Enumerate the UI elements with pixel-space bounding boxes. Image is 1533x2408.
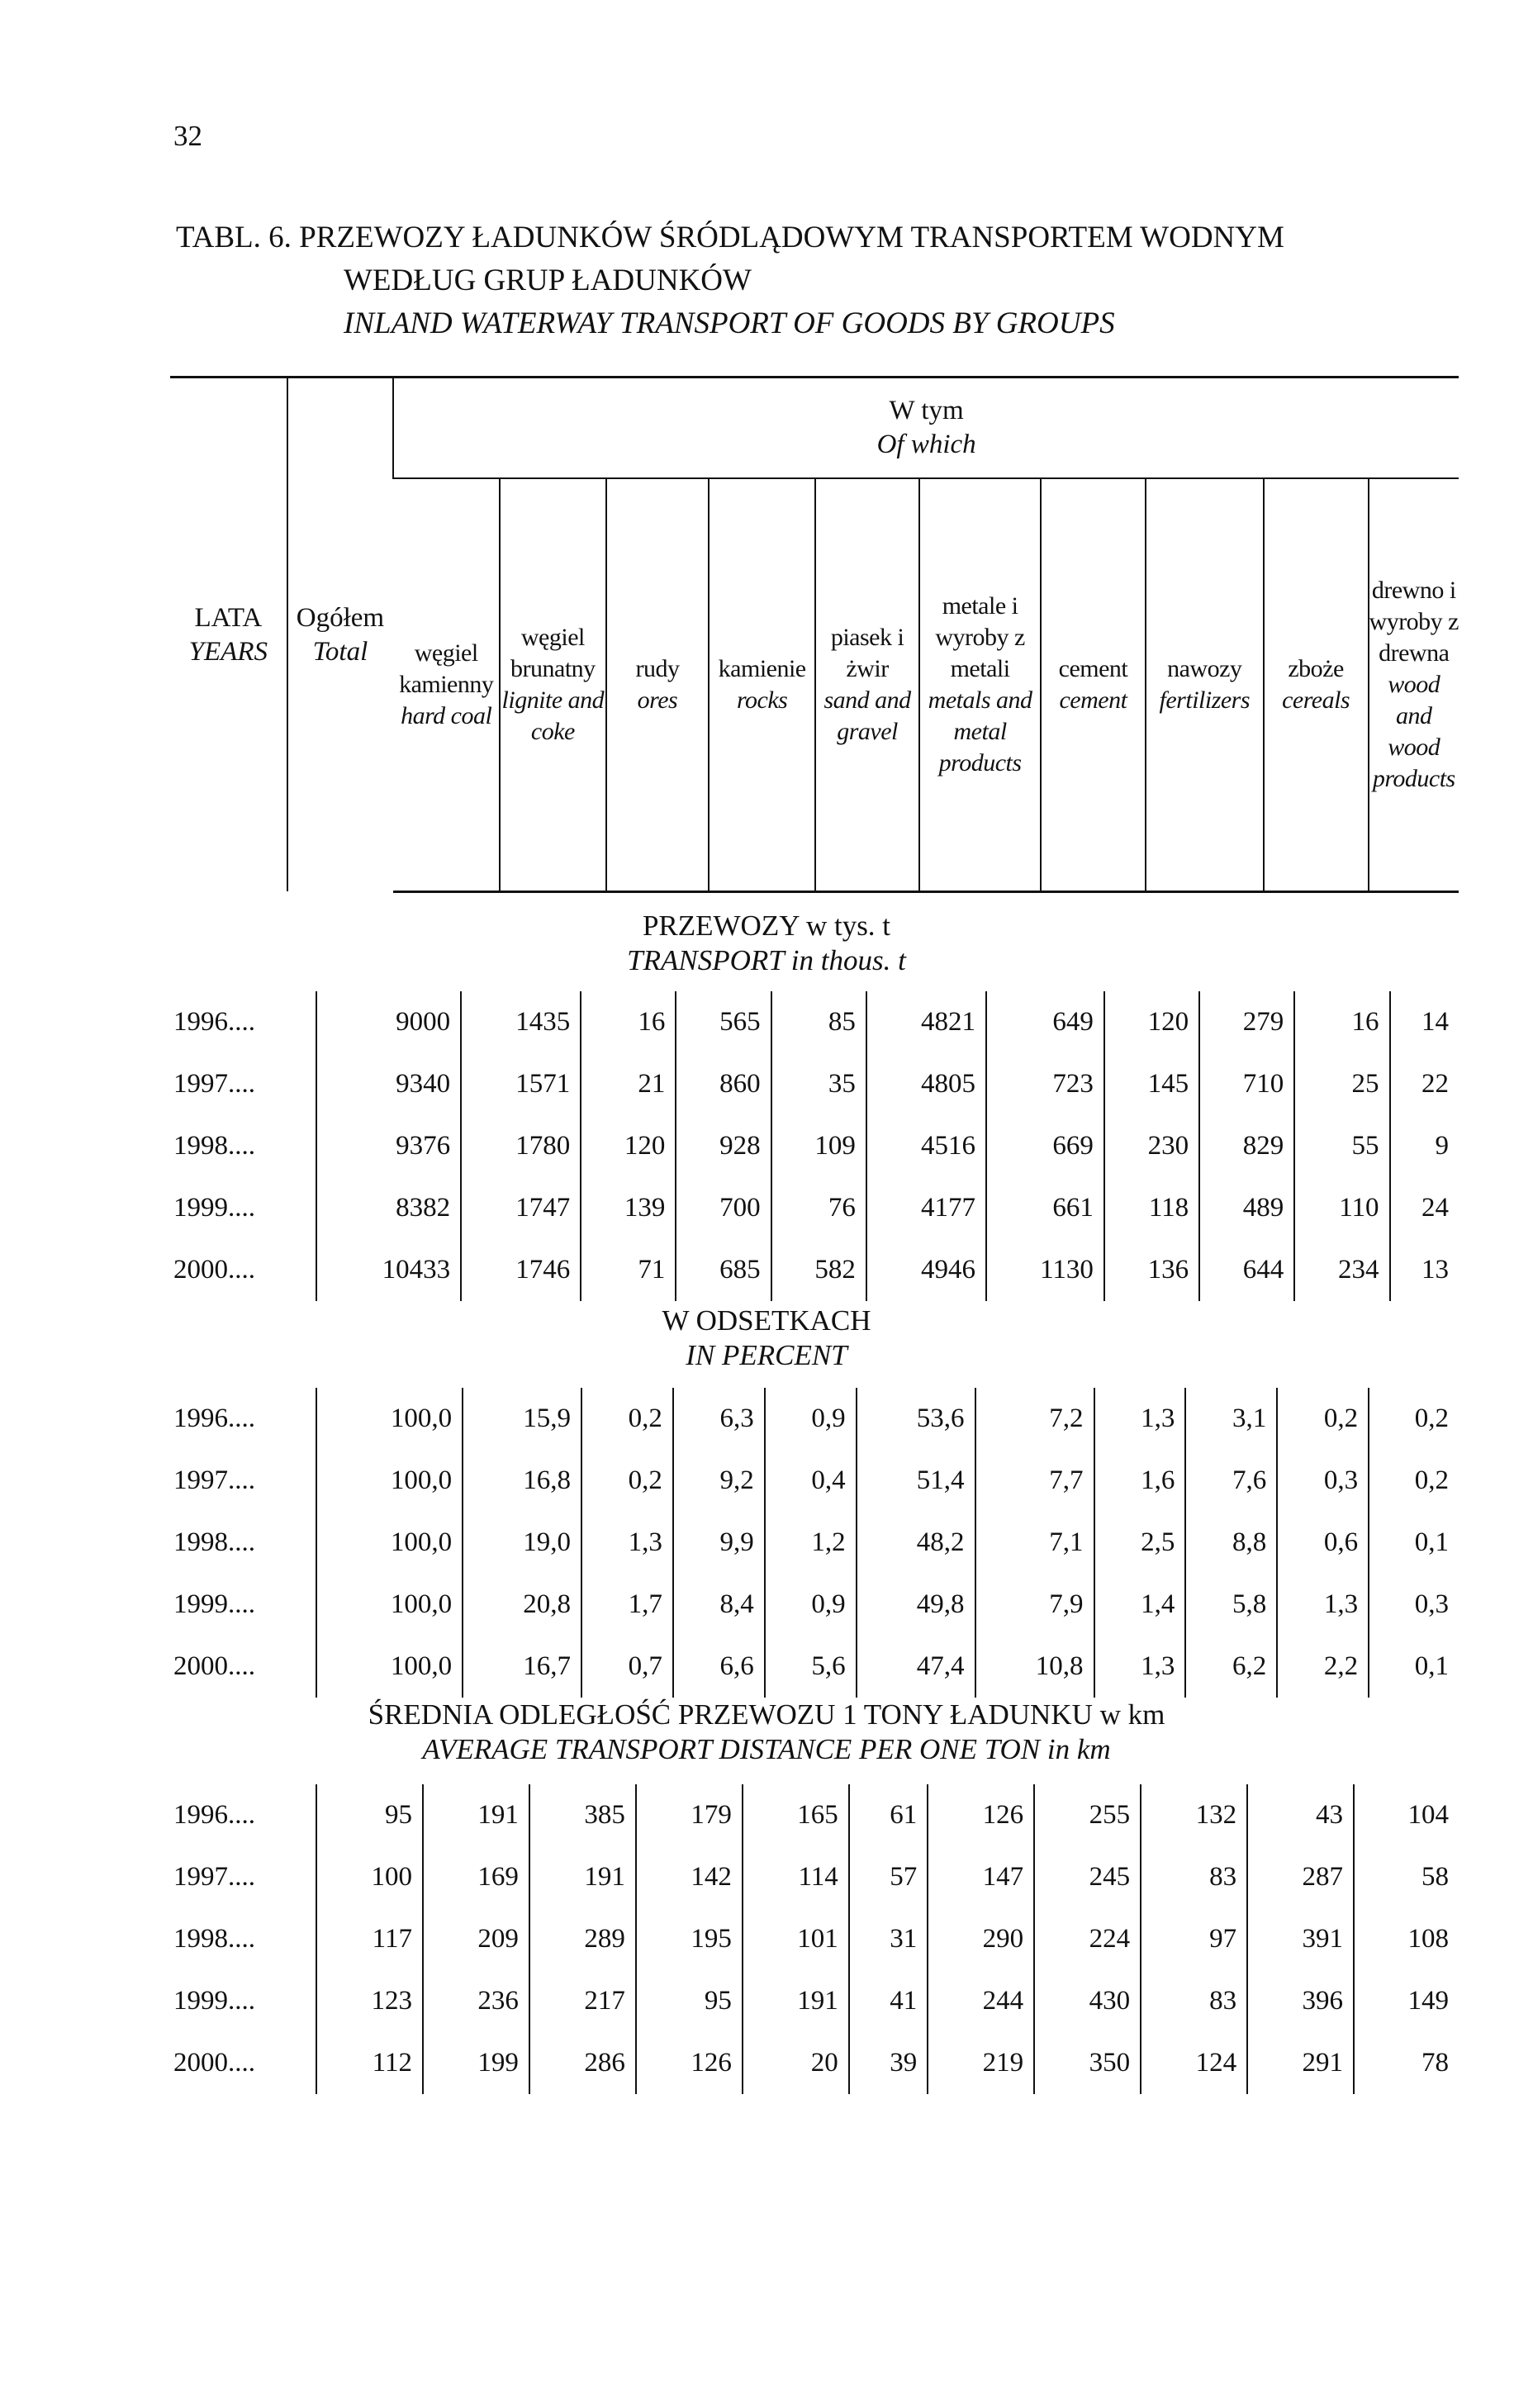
value-cell: 4946 <box>866 1239 986 1301</box>
value-cell: 217 <box>529 1970 636 2032</box>
value-cell: 57 <box>849 1846 928 1908</box>
value-cell: 95 <box>316 1784 423 1846</box>
value-cell: 100,0 <box>316 1388 463 1450</box>
header-col-wood: drewno i wyroby z drewna wood and wood products <box>1369 478 1459 891</box>
value-cell: 191 <box>743 1970 849 2032</box>
value-cell: 7,1 <box>975 1512 1094 1574</box>
table-row <box>170 1177 1459 1239</box>
table-row <box>170 1636 1459 1698</box>
value-cell: 7,2 <box>975 1388 1094 1450</box>
value-cell: 118 <box>1104 1177 1199 1239</box>
value-cell: 21 <box>581 1053 676 1115</box>
value-cell: 39 <box>849 2032 928 2094</box>
value-cell: 582 <box>771 1239 866 1301</box>
value-cell: 255 <box>1034 1784 1141 1846</box>
value-cell: 8382 <box>316 1177 461 1239</box>
table-row <box>170 2032 1459 2094</box>
header-col-fertilizers: nawozy fertilizers <box>1146 478 1264 891</box>
value-cell: 2,2 <box>1277 1636 1369 1698</box>
value-cell: 100,0 <box>316 1636 463 1698</box>
value-cell: 0,3 <box>1277 1450 1369 1512</box>
value-cell: 145 <box>1104 1053 1199 1115</box>
value-cell: 0,2 <box>1369 1450 1459 1512</box>
value-cell: 0,2 <box>581 1450 673 1512</box>
value-cell: 8,8 <box>1185 1512 1277 1574</box>
value-cell: 110 <box>1294 1177 1389 1239</box>
value-cell: 829 <box>1199 1115 1294 1177</box>
value-cell: 55 <box>1294 1115 1389 1177</box>
section-title-percent: W ODSETKACH IN PERCENT <box>662 1304 871 1371</box>
value-cell: 0,9 <box>765 1388 857 1450</box>
value-cell: 191 <box>529 1846 636 1908</box>
table-row <box>170 1388 1459 1450</box>
year-cell: 1996.... <box>173 1800 255 1830</box>
value-cell: 286 <box>529 2032 636 2094</box>
section-title-distance: ŚREDNIA ODLEGŁOŚĆ PRZEWOZU 1 TONY ŁADUNKU w km AVERAGE TRANSPORT DISTANCE PER ONE TON in km <box>368 1698 1165 1765</box>
value-cell: 126 <box>636 2032 743 2094</box>
value-cell: 244 <box>928 1970 1034 2032</box>
value-cell: 16 <box>1294 991 1389 1053</box>
year-cell: 2000.... <box>173 1255 255 1285</box>
value-cell: 15,9 <box>463 1388 581 1450</box>
value-cell: 1,6 <box>1094 1450 1186 1512</box>
value-cell: 860 <box>676 1053 771 1115</box>
value-cell: 48,2 <box>857 1512 975 1574</box>
header-col-ores: rudy ores <box>606 478 710 891</box>
header-col-sand-gravel: piasek i żwir sand and gravel <box>815 478 919 891</box>
value-cell: 9376 <box>316 1115 461 1177</box>
value-cell: 1,3 <box>1094 1388 1186 1450</box>
value-cell: 0,6 <box>1277 1512 1369 1574</box>
value-cell: 391 <box>1247 1908 1354 1970</box>
value-cell: 199 <box>423 2032 529 2094</box>
value-cell: 16 <box>581 991 676 1053</box>
year-cell: 1998.... <box>173 1131 255 1161</box>
value-cell: 8,4 <box>673 1574 765 1636</box>
value-cell: 4805 <box>866 1053 986 1115</box>
value-cell: 1,3 <box>1094 1636 1186 1698</box>
value-cell: 112 <box>316 2032 423 2094</box>
value-cell: 1747 <box>461 1177 581 1239</box>
value-cell: 43 <box>1247 1784 1354 1846</box>
value-cell: 700 <box>676 1177 771 1239</box>
value-cell: 136 <box>1104 1239 1199 1301</box>
title-line-1: TABL. 6. PRZEWOZY ŁADUNKÓW ŚRÓDLĄDOWYM TRANSPORTEM WODNYM <box>176 221 1284 254</box>
value-cell: 25 <box>1294 1053 1389 1115</box>
header-col-rocks: kamienie rocks <box>709 478 815 891</box>
value-cell: 1746 <box>461 1239 581 1301</box>
value-cell: 16,8 <box>463 1450 581 1512</box>
table-row <box>170 1115 1459 1177</box>
value-cell: 1571 <box>461 1053 581 1115</box>
header-col-metals: metale i wyroby z metali metals and metal products <box>919 478 1041 891</box>
value-cell: 22 <box>1390 1053 1459 1115</box>
value-cell: 120 <box>581 1115 676 1177</box>
value-cell: 290 <box>928 1908 1034 1970</box>
value-cell: 47,4 <box>857 1636 975 1698</box>
year-cell: 1998.... <box>173 1527 255 1557</box>
title-line-2: WEDŁUG GRUP ŁADUNKÓW <box>344 264 752 297</box>
column-header <box>170 376 1459 893</box>
value-cell: 9,9 <box>673 1512 765 1574</box>
value-cell: 1,3 <box>1277 1574 1369 1636</box>
value-cell: 685 <box>676 1239 771 1301</box>
value-cell: 10433 <box>316 1239 461 1301</box>
value-cell: 10,8 <box>975 1636 1094 1698</box>
value-cell: 245 <box>1034 1846 1141 1908</box>
table-row <box>170 1512 1459 1574</box>
year-cell: 1999.... <box>173 1986 255 2016</box>
value-cell: 104 <box>1354 1784 1459 1846</box>
value-cell: 13 <box>1390 1239 1459 1301</box>
value-cell: 1435 <box>461 991 581 1053</box>
data-table-transport <box>170 991 1459 1301</box>
value-cell: 4177 <box>866 1177 986 1239</box>
value-cell: 1780 <box>461 1115 581 1177</box>
value-cell: 9340 <box>316 1053 461 1115</box>
value-cell: 85 <box>771 991 866 1053</box>
value-cell: 644 <box>1199 1239 1294 1301</box>
value-cell: 0,3 <box>1369 1574 1459 1636</box>
value-cell: 109 <box>771 1115 866 1177</box>
value-cell: 169 <box>423 1846 529 1908</box>
value-cell: 385 <box>529 1784 636 1846</box>
value-cell: 1,2 <box>765 1512 857 1574</box>
page-number: 32 <box>173 120 202 152</box>
value-cell: 0,7 <box>581 1636 673 1698</box>
table-row <box>170 1574 1459 1636</box>
year-cell: 2000.... <box>173 2048 255 2078</box>
header-col-cereals: zboże cereals <box>1264 478 1369 891</box>
value-cell: 565 <box>676 991 771 1053</box>
value-cell: 195 <box>636 1908 743 1970</box>
value-cell: 100,0 <box>316 1574 463 1636</box>
value-cell: 117 <box>316 1908 423 1970</box>
year-cell: 1996.... <box>173 1007 255 1037</box>
value-cell: 71 <box>581 1239 676 1301</box>
value-cell: 0,4 <box>765 1450 857 1512</box>
value-cell: 0,2 <box>1369 1388 1459 1450</box>
value-cell: 78 <box>1354 2032 1459 2094</box>
table-row <box>170 1239 1459 1301</box>
value-cell: 4821 <box>866 991 986 1053</box>
value-cell: 224 <box>1034 1908 1141 1970</box>
value-cell: 142 <box>636 1846 743 1908</box>
value-cell: 5,8 <box>1185 1574 1277 1636</box>
header-of-which: W tym Of which <box>393 378 1459 479</box>
value-cell: 120 <box>1104 991 1199 1053</box>
year-cell: 1997.... <box>173 1069 255 1099</box>
value-cell: 291 <box>1247 2032 1354 2094</box>
header-total: Ogółem Total <box>287 378 394 892</box>
value-cell: 0,2 <box>581 1388 673 1450</box>
value-cell: 51,4 <box>857 1450 975 1512</box>
value-cell: 219 <box>928 2032 1034 2094</box>
value-cell: 9,2 <box>673 1450 765 1512</box>
table-row <box>170 1450 1459 1512</box>
value-cell: 24 <box>1390 1177 1459 1239</box>
value-cell: 61 <box>849 1784 928 1846</box>
data-table-distance <box>170 1784 1459 2094</box>
header-col-lignite: węgiel brunatny lignite and coke <box>500 478 605 891</box>
value-cell: 0,9 <box>765 1574 857 1636</box>
value-cell: 0,1 <box>1369 1636 1459 1698</box>
value-cell: 1130 <box>986 1239 1104 1301</box>
year-cell: 2000.... <box>173 1651 255 1681</box>
value-cell: 396 <box>1247 1970 1354 2032</box>
value-cell: 1,7 <box>581 1574 673 1636</box>
value-cell: 236 <box>423 1970 529 2032</box>
value-cell: 139 <box>581 1177 676 1239</box>
value-cell: 3,1 <box>1185 1388 1277 1450</box>
value-cell: 9 <box>1390 1115 1459 1177</box>
value-cell: 35 <box>771 1053 866 1115</box>
value-cell: 649 <box>986 991 1104 1053</box>
value-cell: 287 <box>1247 1846 1354 1908</box>
table-row <box>170 1053 1459 1115</box>
value-cell: 83 <box>1141 1846 1247 1908</box>
table-row <box>170 991 1459 1053</box>
year-cell: 1997.... <box>173 1465 255 1495</box>
value-cell: 49,8 <box>857 1574 975 1636</box>
value-cell: 7,6 <box>1185 1450 1277 1512</box>
value-cell: 6,3 <box>673 1388 765 1450</box>
value-cell: 100,0 <box>316 1512 463 1574</box>
value-cell: 234 <box>1294 1239 1389 1301</box>
table-row <box>170 1908 1459 1970</box>
value-cell: 20,8 <box>463 1574 581 1636</box>
value-cell: 100 <box>316 1846 423 1908</box>
value-cell: 5,6 <box>765 1636 857 1698</box>
value-cell: 53,6 <box>857 1388 975 1450</box>
value-cell: 350 <box>1034 2032 1141 2094</box>
table-row <box>170 1846 1459 1908</box>
value-cell: 489 <box>1199 1177 1294 1239</box>
value-cell: 710 <box>1199 1053 1294 1115</box>
value-cell: 31 <box>849 1908 928 1970</box>
year-cell: 1999.... <box>173 1193 255 1223</box>
value-cell: 41 <box>849 1970 928 2032</box>
value-cell: 58 <box>1354 1846 1459 1908</box>
value-cell: 123 <box>316 1970 423 2032</box>
value-cell: 126 <box>928 1784 1034 1846</box>
title-line-3: INLAND WATERWAY TRANSPORT OF GOODS BY GROUPS <box>344 306 1115 340</box>
value-cell: 289 <box>529 1908 636 1970</box>
value-cell: 14 <box>1390 991 1459 1053</box>
value-cell: 147 <box>928 1846 1034 1908</box>
table-title <box>176 216 1284 345</box>
header-years: LATA YEARS <box>170 378 287 892</box>
value-cell: 124 <box>1141 2032 1247 2094</box>
value-cell: 0,2 <box>1277 1388 1369 1450</box>
section-title-transport: PRZEWOZY w tys. t TRANSPORT in thous. t <box>627 910 906 976</box>
value-cell: 7,7 <box>975 1450 1094 1512</box>
value-cell: 97 <box>1141 1908 1247 1970</box>
header-col-hard-coal: węgiel kamienny hard coal <box>393 478 500 891</box>
value-cell: 6,2 <box>1185 1636 1277 1698</box>
value-cell: 6,6 <box>673 1636 765 1698</box>
table-row <box>170 1784 1459 1846</box>
value-cell: 9000 <box>316 991 461 1053</box>
value-cell: 191 <box>423 1784 529 1846</box>
value-cell: 209 <box>423 1908 529 1970</box>
value-cell: 1,4 <box>1094 1574 1186 1636</box>
value-cell: 16,7 <box>463 1636 581 1698</box>
value-cell: 0,1 <box>1369 1512 1459 1574</box>
value-cell: 83 <box>1141 1970 1247 2032</box>
value-cell: 430 <box>1034 1970 1141 2032</box>
data-table-percent <box>170 1388 1459 1698</box>
value-cell: 4516 <box>866 1115 986 1177</box>
value-cell: 108 <box>1354 1908 1459 1970</box>
value-cell: 149 <box>1354 1970 1459 2032</box>
value-cell: 179 <box>636 1784 743 1846</box>
value-cell: 19,0 <box>463 1512 581 1574</box>
value-cell: 20 <box>743 2032 849 2094</box>
value-cell: 165 <box>743 1784 849 1846</box>
value-cell: 723 <box>986 1053 1104 1115</box>
value-cell: 101 <box>743 1908 849 1970</box>
value-cell: 928 <box>676 1115 771 1177</box>
value-cell: 2,5 <box>1094 1512 1186 1574</box>
value-cell: 279 <box>1199 991 1294 1053</box>
value-cell: 7,9 <box>975 1574 1094 1636</box>
value-cell: 230 <box>1104 1115 1199 1177</box>
value-cell: 132 <box>1141 1784 1247 1846</box>
value-cell: 76 <box>771 1177 866 1239</box>
value-cell: 1,3 <box>581 1512 673 1574</box>
year-cell: 1997.... <box>173 1862 255 1892</box>
value-cell: 95 <box>636 1970 743 2032</box>
value-cell: 661 <box>986 1177 1104 1239</box>
year-cell: 1998.... <box>173 1924 255 1954</box>
header-col-cement: cement cement <box>1041 478 1146 891</box>
year-cell: 1999.... <box>173 1589 255 1619</box>
table-row <box>170 1970 1459 2032</box>
year-cell: 1996.... <box>173 1403 255 1433</box>
value-cell: 669 <box>986 1115 1104 1177</box>
value-cell: 100,0 <box>316 1450 463 1512</box>
value-cell: 114 <box>743 1846 849 1908</box>
